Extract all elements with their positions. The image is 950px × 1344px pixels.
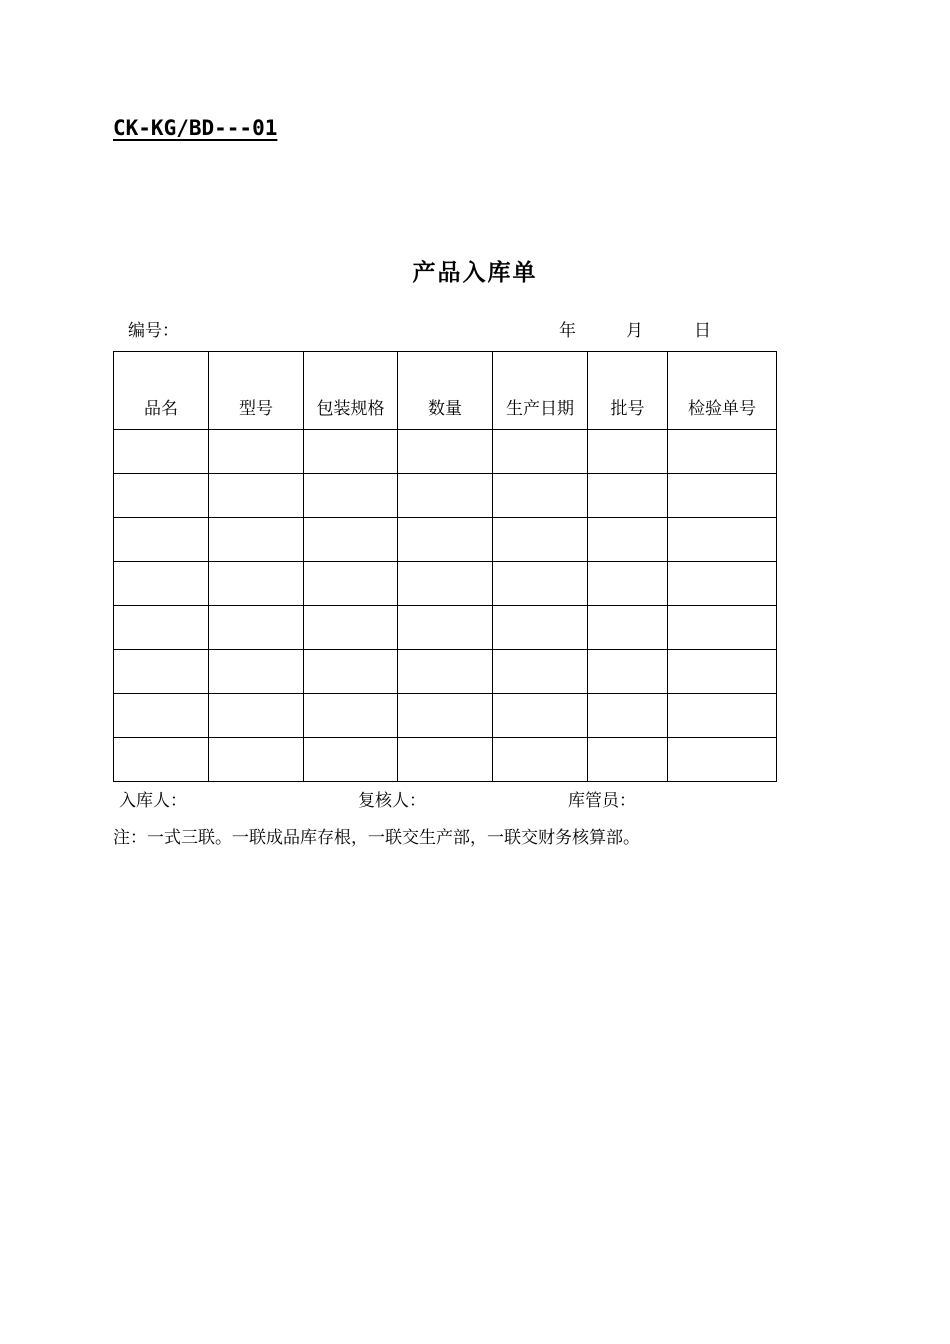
table-cell[interactable] [493, 562, 588, 606]
table-row [114, 562, 777, 606]
table-cell[interactable] [668, 694, 777, 738]
table-cell[interactable] [588, 650, 668, 694]
table-cell[interactable] [398, 562, 493, 606]
table-cell[interactable] [304, 474, 398, 518]
table-cell[interactable] [493, 474, 588, 518]
column-header-model: 型号 [209, 352, 304, 430]
table-cell[interactable] [493, 738, 588, 782]
table-cell[interactable] [588, 738, 668, 782]
column-header-package-spec: 包装规格 [304, 352, 398, 430]
table-cell[interactable] [114, 694, 209, 738]
table-row [114, 694, 777, 738]
table-cell[interactable] [398, 430, 493, 474]
table-cell[interactable] [668, 430, 777, 474]
table-cell[interactable] [209, 694, 304, 738]
table-cell[interactable] [398, 650, 493, 694]
table-cell[interactable] [668, 738, 777, 782]
table-cell[interactable] [114, 650, 209, 694]
table-cell[interactable] [668, 562, 777, 606]
keeper-label: 库管员： [568, 791, 636, 811]
table-cell[interactable] [209, 518, 304, 562]
table-cell[interactable] [588, 694, 668, 738]
column-header-batch-number: 批号 [588, 352, 668, 430]
table-row [114, 518, 777, 562]
year-label: 年 [559, 321, 576, 341]
footnote: 注：一式三联。一联成品库存根，一联交生产部，一联交财务核算部。 [113, 828, 640, 848]
table-cell[interactable] [588, 430, 668, 474]
table-cell[interactable] [304, 562, 398, 606]
table-cell[interactable] [114, 738, 209, 782]
stock-in-table [113, 351, 777, 782]
table-cell[interactable] [668, 518, 777, 562]
table-row [114, 474, 777, 518]
table-cell[interactable] [398, 694, 493, 738]
table-cell[interactable] [398, 474, 493, 518]
table-body [114, 430, 777, 782]
table-cell[interactable] [398, 738, 493, 782]
table-cell[interactable] [304, 430, 398, 474]
table-cell[interactable] [398, 518, 493, 562]
table-cell[interactable] [588, 562, 668, 606]
table-cell[interactable] [668, 474, 777, 518]
table-cell[interactable] [304, 738, 398, 782]
column-header-production-date: 生产日期 [493, 352, 588, 430]
table-cell[interactable] [114, 430, 209, 474]
table-cell[interactable] [588, 518, 668, 562]
table-cell[interactable] [398, 606, 493, 650]
page-title: 产品入库单 [412, 260, 538, 286]
column-header-inspection-number: 检验单号 [668, 352, 777, 430]
column-header-product-name: 品名 [114, 352, 209, 430]
table-row [114, 430, 777, 474]
month-label: 月 [626, 321, 643, 341]
table-cell[interactable] [114, 518, 209, 562]
document-code: CK-KG/BD---01 [113, 116, 278, 140]
table-cell[interactable] [668, 606, 777, 650]
table-cell[interactable] [114, 474, 209, 518]
table-cell[interactable] [209, 738, 304, 782]
table-cell[interactable] [114, 562, 209, 606]
table-cell[interactable] [209, 430, 304, 474]
table-cell[interactable] [209, 606, 304, 650]
table-cell[interactable] [304, 650, 398, 694]
table-row [114, 650, 777, 694]
reviewer-label: 复核人： [358, 791, 426, 811]
receiver-label: 入库人： [119, 791, 187, 811]
table-cell[interactable] [209, 562, 304, 606]
column-header-quantity: 数量 [398, 352, 493, 430]
table-cell[interactable] [588, 474, 668, 518]
table-row [114, 606, 777, 650]
table-cell[interactable] [493, 694, 588, 738]
table-cell[interactable] [493, 430, 588, 474]
table-cell[interactable] [304, 694, 398, 738]
number-label: 编号： [128, 321, 179, 341]
table-row [114, 738, 777, 782]
table-cell[interactable] [493, 606, 588, 650]
table-cell[interactable] [668, 650, 777, 694]
table-cell[interactable] [209, 474, 304, 518]
table-cell[interactable] [493, 650, 588, 694]
table-cell[interactable] [209, 650, 304, 694]
table-cell[interactable] [588, 606, 668, 650]
table-cell[interactable] [493, 518, 588, 562]
table-header-row [114, 352, 777, 430]
table-cell[interactable] [114, 606, 209, 650]
table-cell[interactable] [304, 518, 398, 562]
table-cell[interactable] [304, 606, 398, 650]
day-label: 日 [694, 321, 711, 341]
